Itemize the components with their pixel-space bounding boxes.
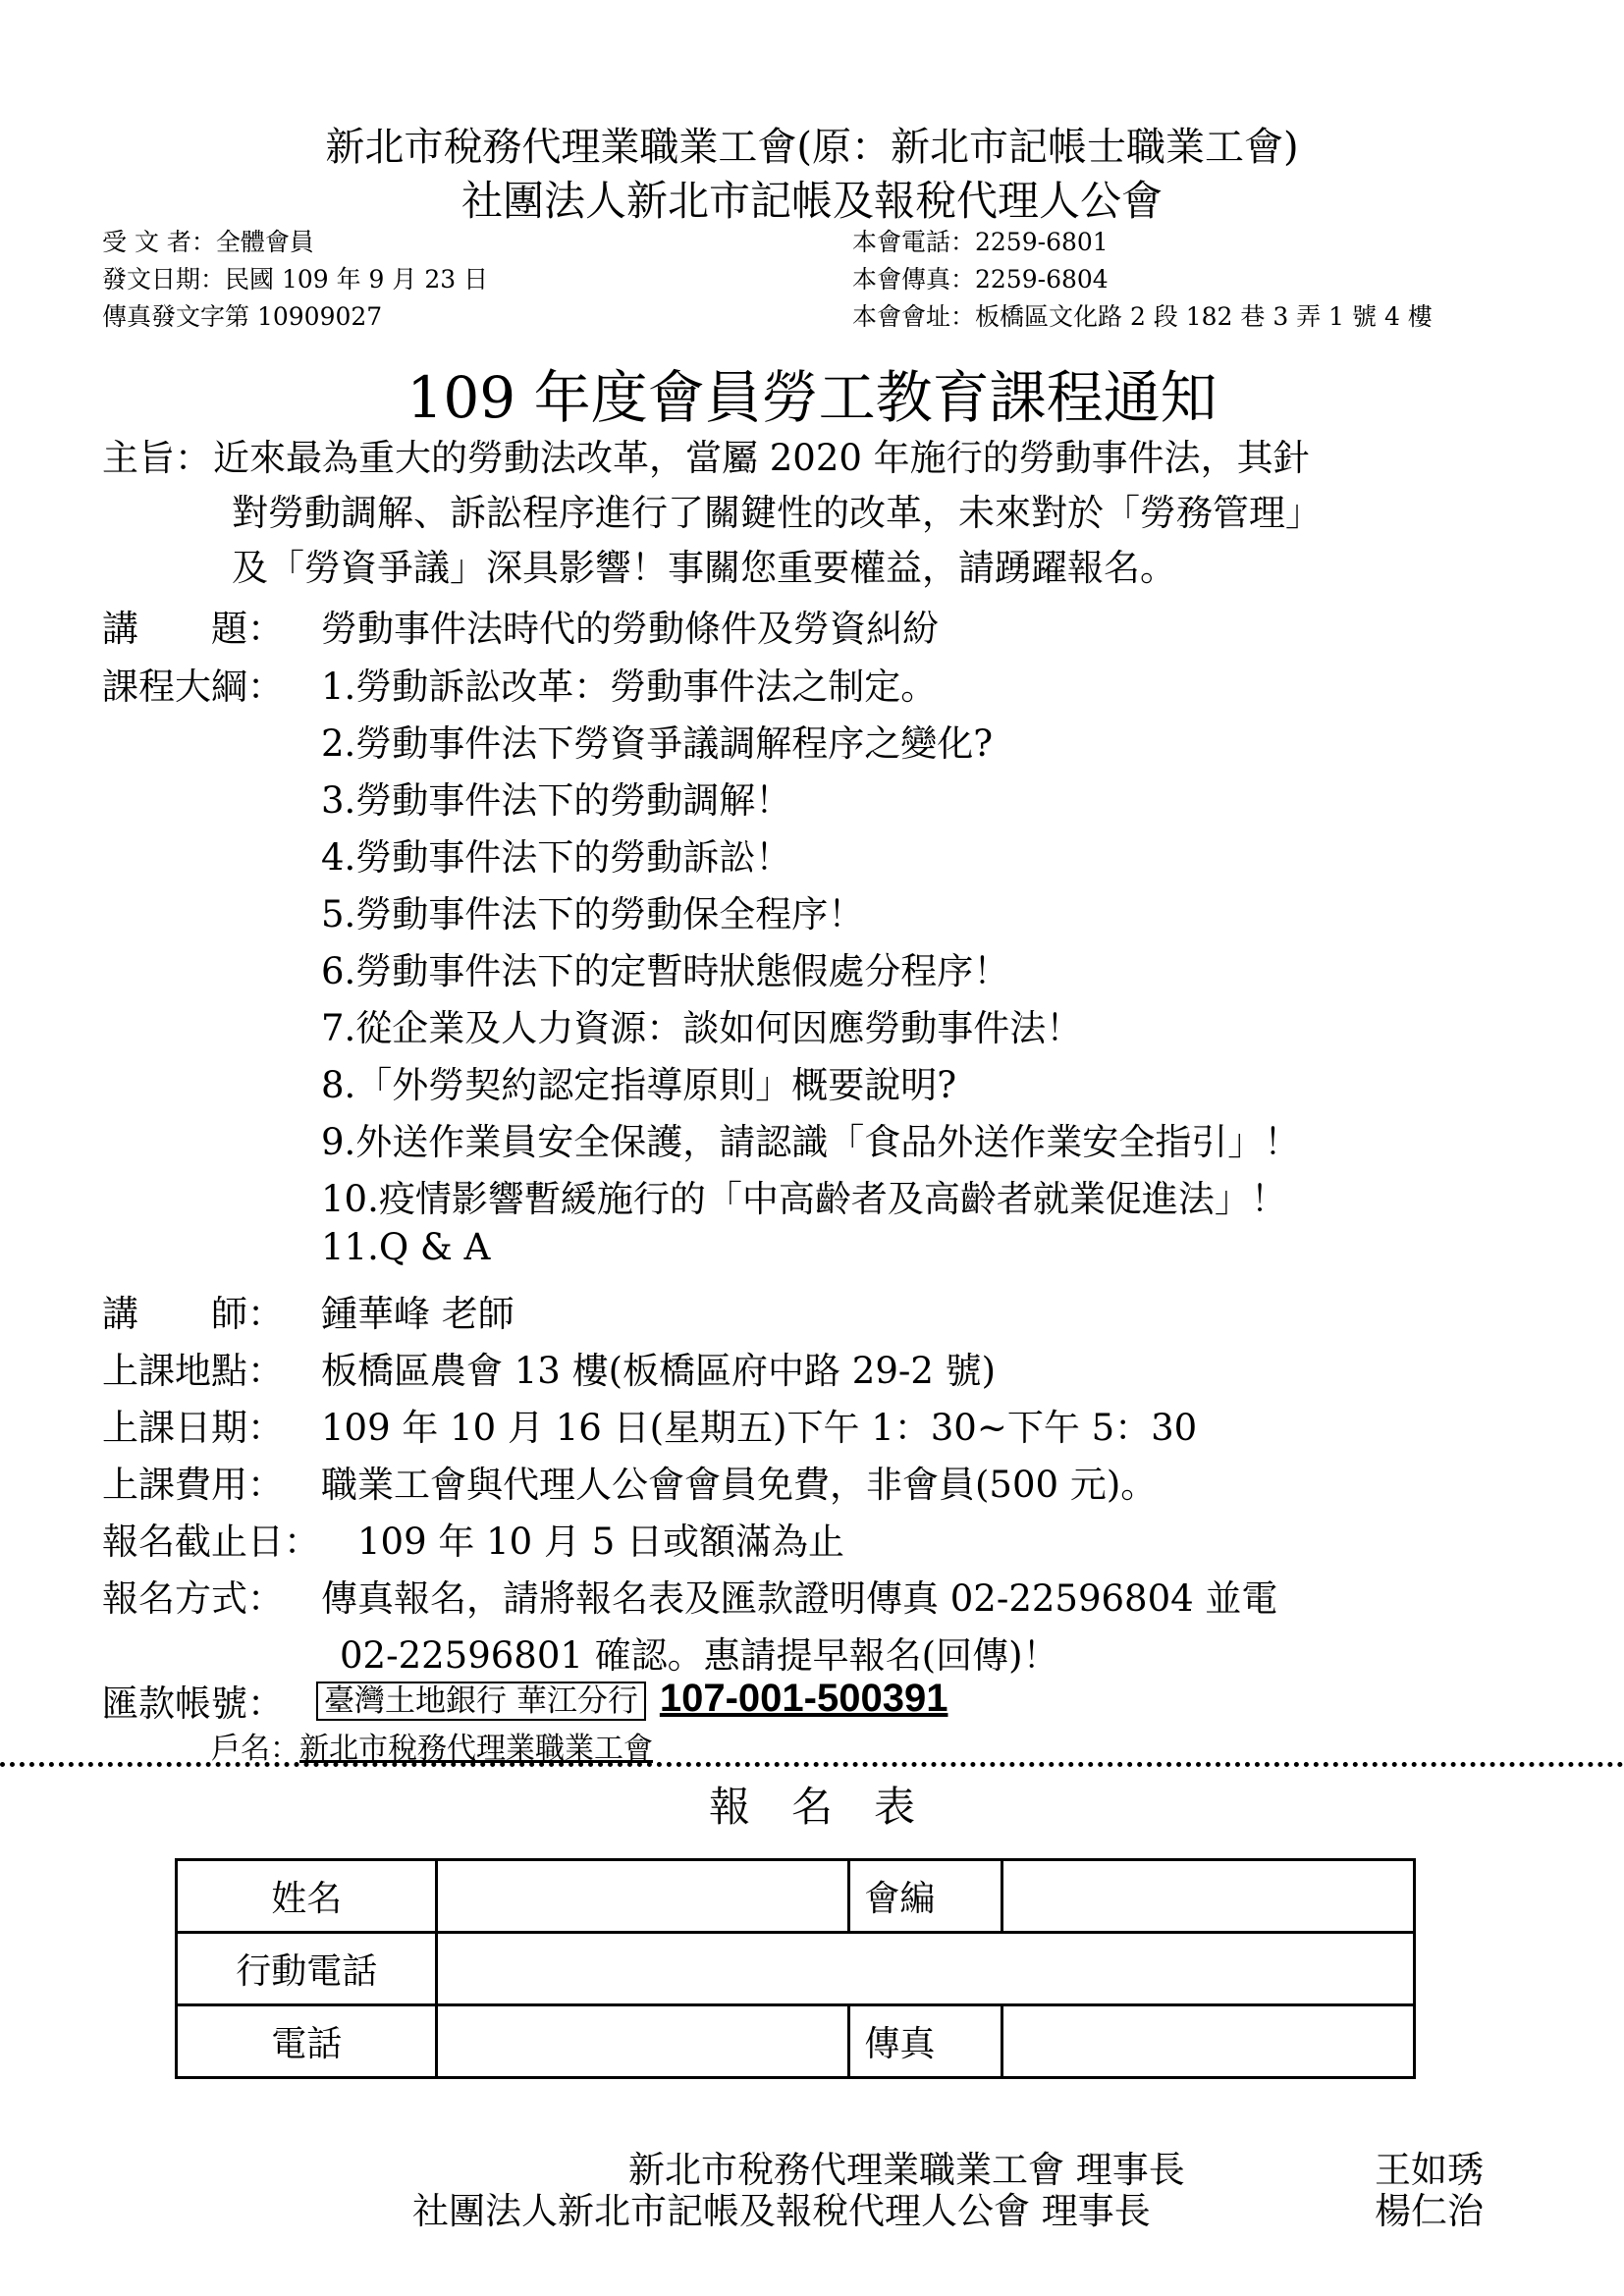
outline-item: 11.Q & A — [321, 1226, 491, 1268]
cut-line — [0, 1762, 1624, 1767]
office-address: 本會會址：板橋區文化路 2 段 182 巷 3 弄 1 號 4 樓 — [852, 302, 1433, 331]
signature-name: 王如琇 — [1375, 2149, 1484, 2191]
location-label: 上課地點： — [102, 1350, 284, 1392]
purpose-line: 對勞動調解、訴訟程序進行了關鍵性的改革，未來對於「勞務管理」 — [232, 492, 1322, 534]
name-label: 姓名 — [177, 1860, 437, 1933]
purpose-line: 近來最為重大的勞動法改革，當屬 2020 年施行的勞動事件法，其針 — [213, 437, 1310, 479]
document-number: 傳真發文字第 10909027 — [102, 302, 383, 331]
office-fax: 本會傳真：2259-6804 — [852, 265, 1109, 294]
name-field[interactable] — [437, 1860, 849, 1933]
topic-label: 講 題： — [102, 608, 284, 650]
signature-org: 新北市稅務代理業職業工會 理事長 — [628, 2149, 1185, 2191]
lecturer-label: 講 師： — [102, 1293, 284, 1335]
outline-item: 9.外送作業員安全保護，請認識「食品外送作業安全指引」！ — [321, 1121, 1301, 1163]
outline-item: 2.勞動事件法下勞資爭議調解程序之變化? — [321, 722, 994, 765]
topic-value: 勞動事件法時代的勞動條件及勞資糾紛 — [321, 608, 939, 650]
fax-field[interactable] — [1002, 2005, 1415, 2078]
deadline-label: 報名截止日： — [102, 1521, 320, 1563]
outline-item: 10.疫情影響暫緩施行的「中高齡者及高齡者就業促進法」！ — [321, 1178, 1287, 1220]
outline-item: 5.勞動事件法下的勞動保全程序！ — [321, 893, 865, 935]
location-value: 板橋區農會 13 樓(板橋區府中路 29-2 號) — [321, 1350, 997, 1392]
account-holder-label: 戶名： — [211, 1732, 299, 1766]
recipient: 受 文 者：全體會員 — [102, 228, 314, 256]
registration-form — [175, 1858, 1416, 2079]
union-name: 新北市稅務代理業職業工會(原：新北市記帳士職業工會) — [325, 125, 1299, 170]
remit-label: 匯款帳號： — [102, 1682, 284, 1725]
outline-item: 3.勞動事件法下的勞動調解！ — [321, 779, 792, 822]
remit-account-row — [316, 1676, 947, 1721]
outline-item: 4.勞動事件法下的勞動訴訟！ — [321, 836, 792, 879]
phone-field[interactable] — [437, 2005, 849, 2078]
member-number-label: 會編 — [849, 1860, 1002, 1933]
purpose-label: 主旨： — [102, 437, 211, 479]
outline-item: 1.勞動訴訟改革：勞動事件法之制定。 — [321, 666, 938, 708]
class-date-label: 上課日期： — [102, 1407, 284, 1449]
issue-date: 發文日期：民國 109 年 9 月 23 日 — [102, 265, 489, 294]
bank-name: 臺灣土地銀行 華江分行 — [316, 1682, 646, 1721]
fax-label: 傳真 — [849, 2005, 1002, 2078]
phone-label: 電話 — [177, 2005, 437, 2078]
class-date-value: 109 年 10 月 16 日(星期五)下午 1：30~下午 5：30 — [321, 1407, 1198, 1449]
purpose-line: 及「勞資爭議」深具影響！事關您重要權益，請踴躍報名。 — [232, 547, 1176, 589]
member-number-field[interactable] — [1002, 1860, 1415, 1933]
association-name: 社團法人新北市記帳及報稅代理人公會 — [460, 177, 1163, 225]
form-title: 報 名 表 — [708, 1783, 915, 1831]
signature-org: 社團法人新北市記帳及報稅代理人公會 理事長 — [412, 2190, 1151, 2232]
lecturer-value: 鍾華峰 老師 — [321, 1293, 514, 1335]
notice-title: 109 年度會員勞工教育課程通知 — [406, 364, 1218, 431]
mobile-label: 行動電話 — [177, 1933, 437, 2005]
outline-item: 7.從企業及人力資源：談如何因應勞動事件法！ — [321, 1007, 1083, 1049]
fee-value: 職業工會與代理人公會會員免費，非會員(500 元)。 — [321, 1464, 1158, 1506]
office-phone: 本會電話：2259-6801 — [852, 228, 1109, 256]
fee-label: 上課費用： — [102, 1464, 284, 1506]
deadline-value: 109 年 10 月 5 日或額滿為止 — [357, 1521, 845, 1563]
method-line: 傳真報名，請將報名表及匯款證明傳真 02-22596804 並電 — [321, 1577, 1278, 1620]
outline-item: 6.勞動事件法下的定暫時狀態假處分程序！ — [321, 950, 1010, 992]
signature-name: 楊仁治 — [1375, 2190, 1484, 2232]
method-label: 報名方式： — [102, 1577, 284, 1620]
outline-label: 課程大綱： — [102, 666, 284, 708]
account-holder: 新北市稅務代理業職業工會 — [299, 1732, 653, 1766]
outline-item: 8.「外勞契約認定指導原則」概要說明? — [321, 1064, 957, 1106]
account-holder-row — [211, 1724, 653, 1767]
method-line: 02-22596801 確認。惠請提早報名(回傳)！ — [340, 1634, 1059, 1677]
account-number: 107-001-500391 — [659, 1677, 948, 1720]
mobile-field[interactable] — [437, 1933, 1415, 2005]
